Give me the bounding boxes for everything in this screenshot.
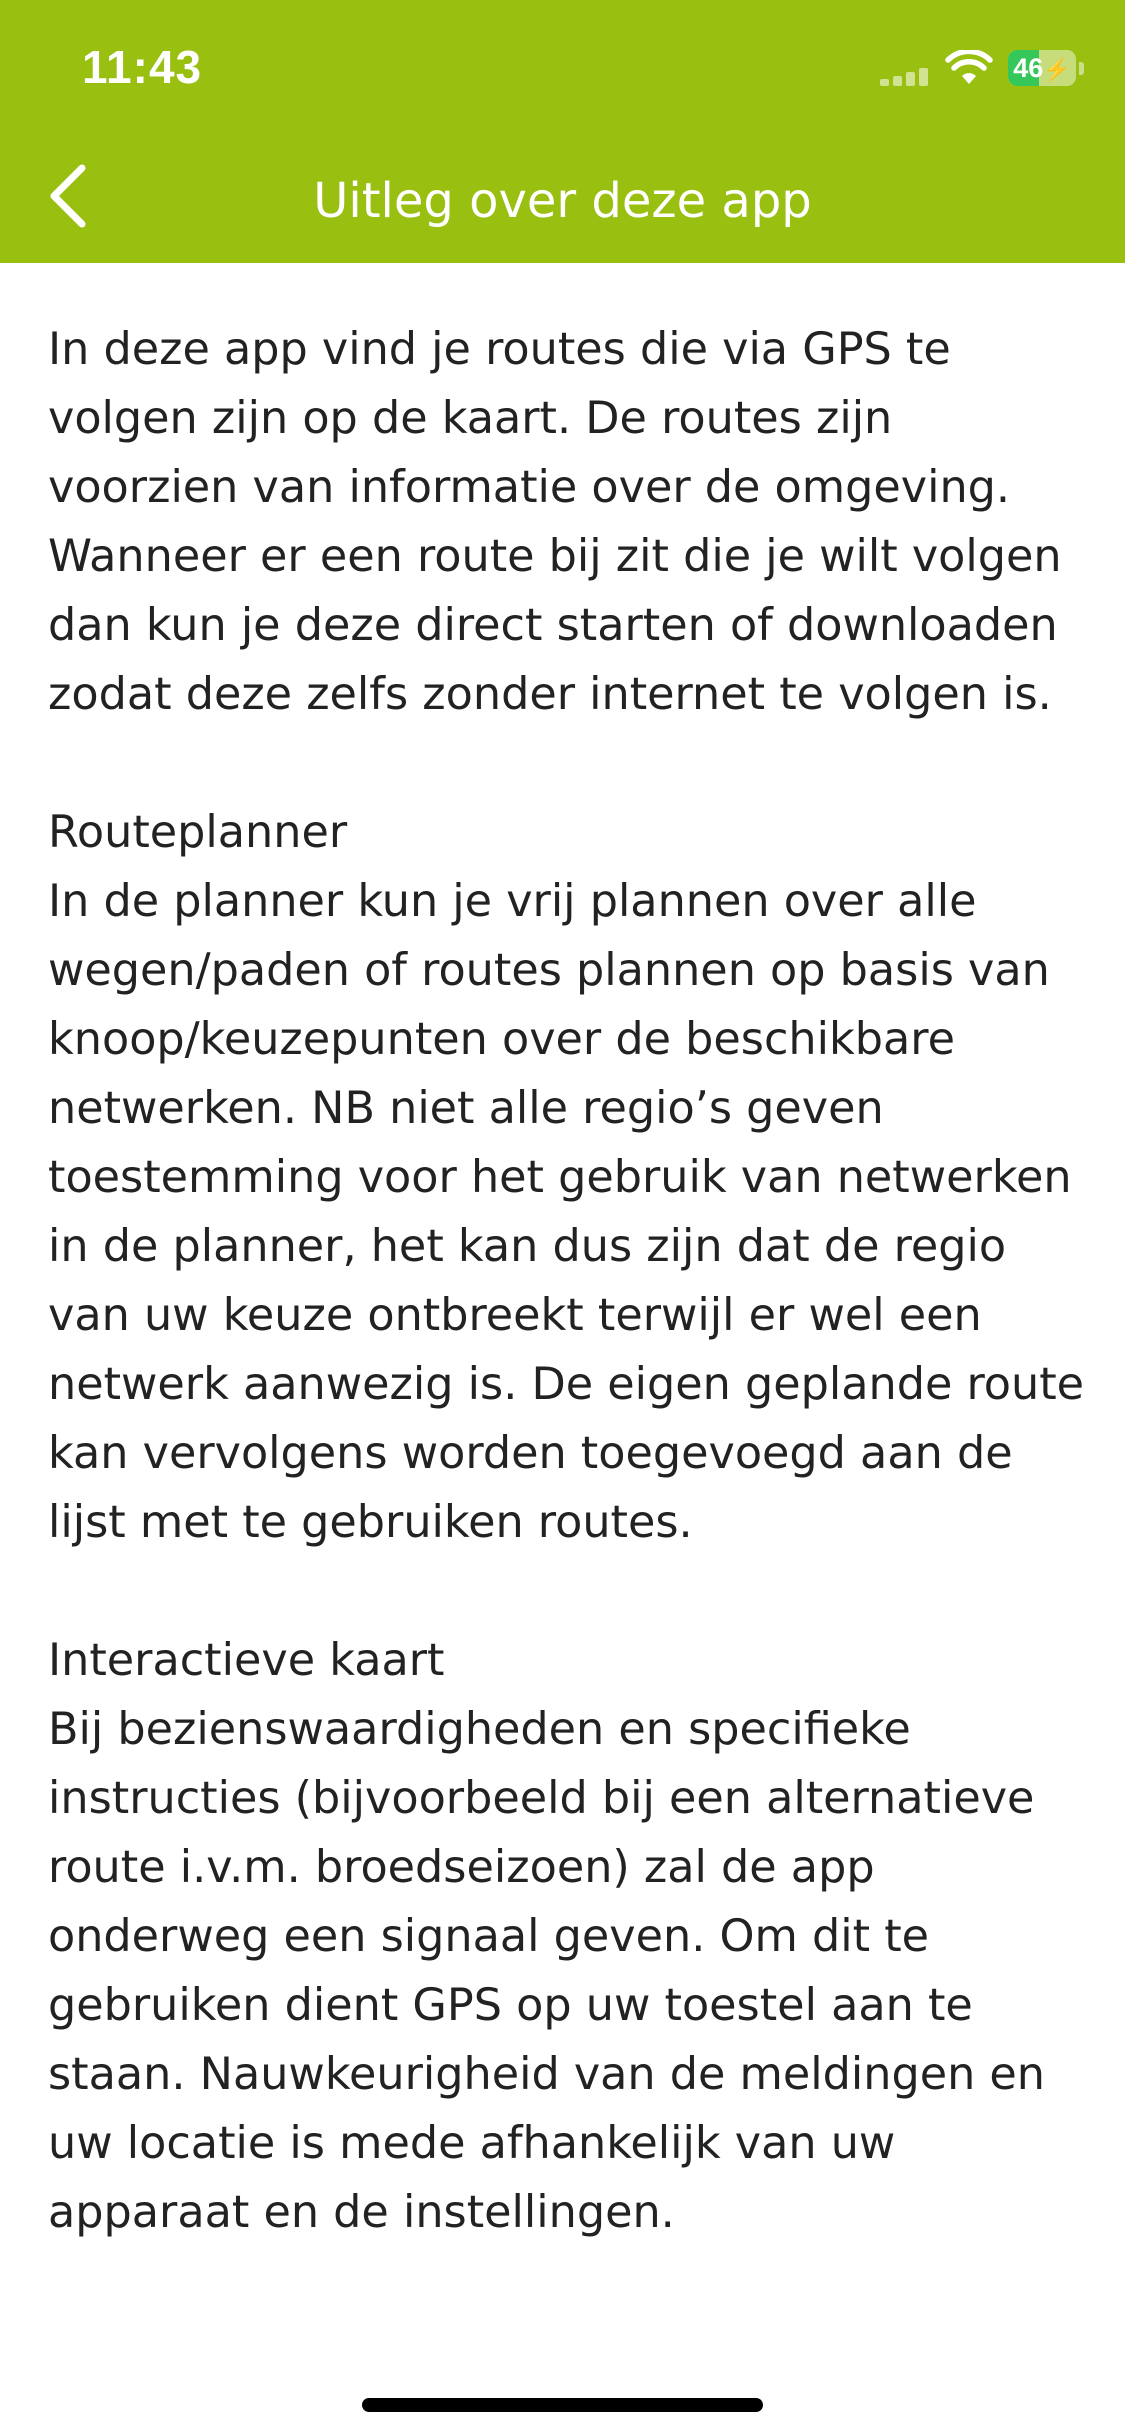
section-heading-interactieve-kaart: Interactieve kaart (48, 1635, 445, 1686)
explanation-content (48, 315, 1088, 2247)
header-bar (0, 0, 1125, 263)
chevron-left-icon (40, 160, 100, 232)
battery-percentage: 46⚡ (1013, 53, 1071, 83)
back-button[interactable] (40, 160, 100, 232)
battery-charging-icon (1008, 50, 1076, 86)
status-time: 11:43 (82, 41, 203, 93)
battery-cap (1079, 62, 1084, 75)
home-indicator[interactable] (362, 2398, 763, 2412)
section-heading-routeplanner: Routeplanner (48, 807, 348, 858)
intro-paragraph: In deze app vind je routes die via GPS te volgen zijn op de kaart. De routes zijn voorzien van informatie over de omgeving. Wanneer er een route bij zit die je wilt volgen dan kun je deze direct starten of downloaden zodat deze zelfs zonder internet te volgen is. (48, 324, 1062, 720)
paragraph-spacer (48, 1557, 1088, 1626)
cellular-signal-icon (880, 68, 932, 86)
wifi-icon (945, 50, 993, 86)
section-body-interactieve-kaart: Bij bezienswaardigheden en specifieke instructies (bijvoorbeeld bij een alternatieve route i.v.m. broedseizoen) zal de app onderweg een signaal geven. Om dit te gebruiken dient GPS op uw toestel aan te staan. Nauwkeurigheid van de meldingen en uw locatie is mede afhankelijk van uw apparaat en de instellingen. (48, 1704, 1046, 2238)
paragraph-spacer (48, 729, 1088, 798)
section-body-routeplanner: In de planner kun je vrij plannen over alle wegen/paden of routes plannen op basis van knoop/keuzepunten over de beschikbare netwerken. NB niet alle regio’s geven toestemming voor het gebruik van netwerken in de planner, het kan dus zijn dat de regio van uw keuze ontbreekt terwijl er wel een netwerk aanwezig is. De eigen geplande route kan vervolgens worden toegevoegd aan de lijst met te gebruiken routes. (48, 876, 1085, 1548)
page-title: Uitleg over deze app (313, 173, 812, 229)
